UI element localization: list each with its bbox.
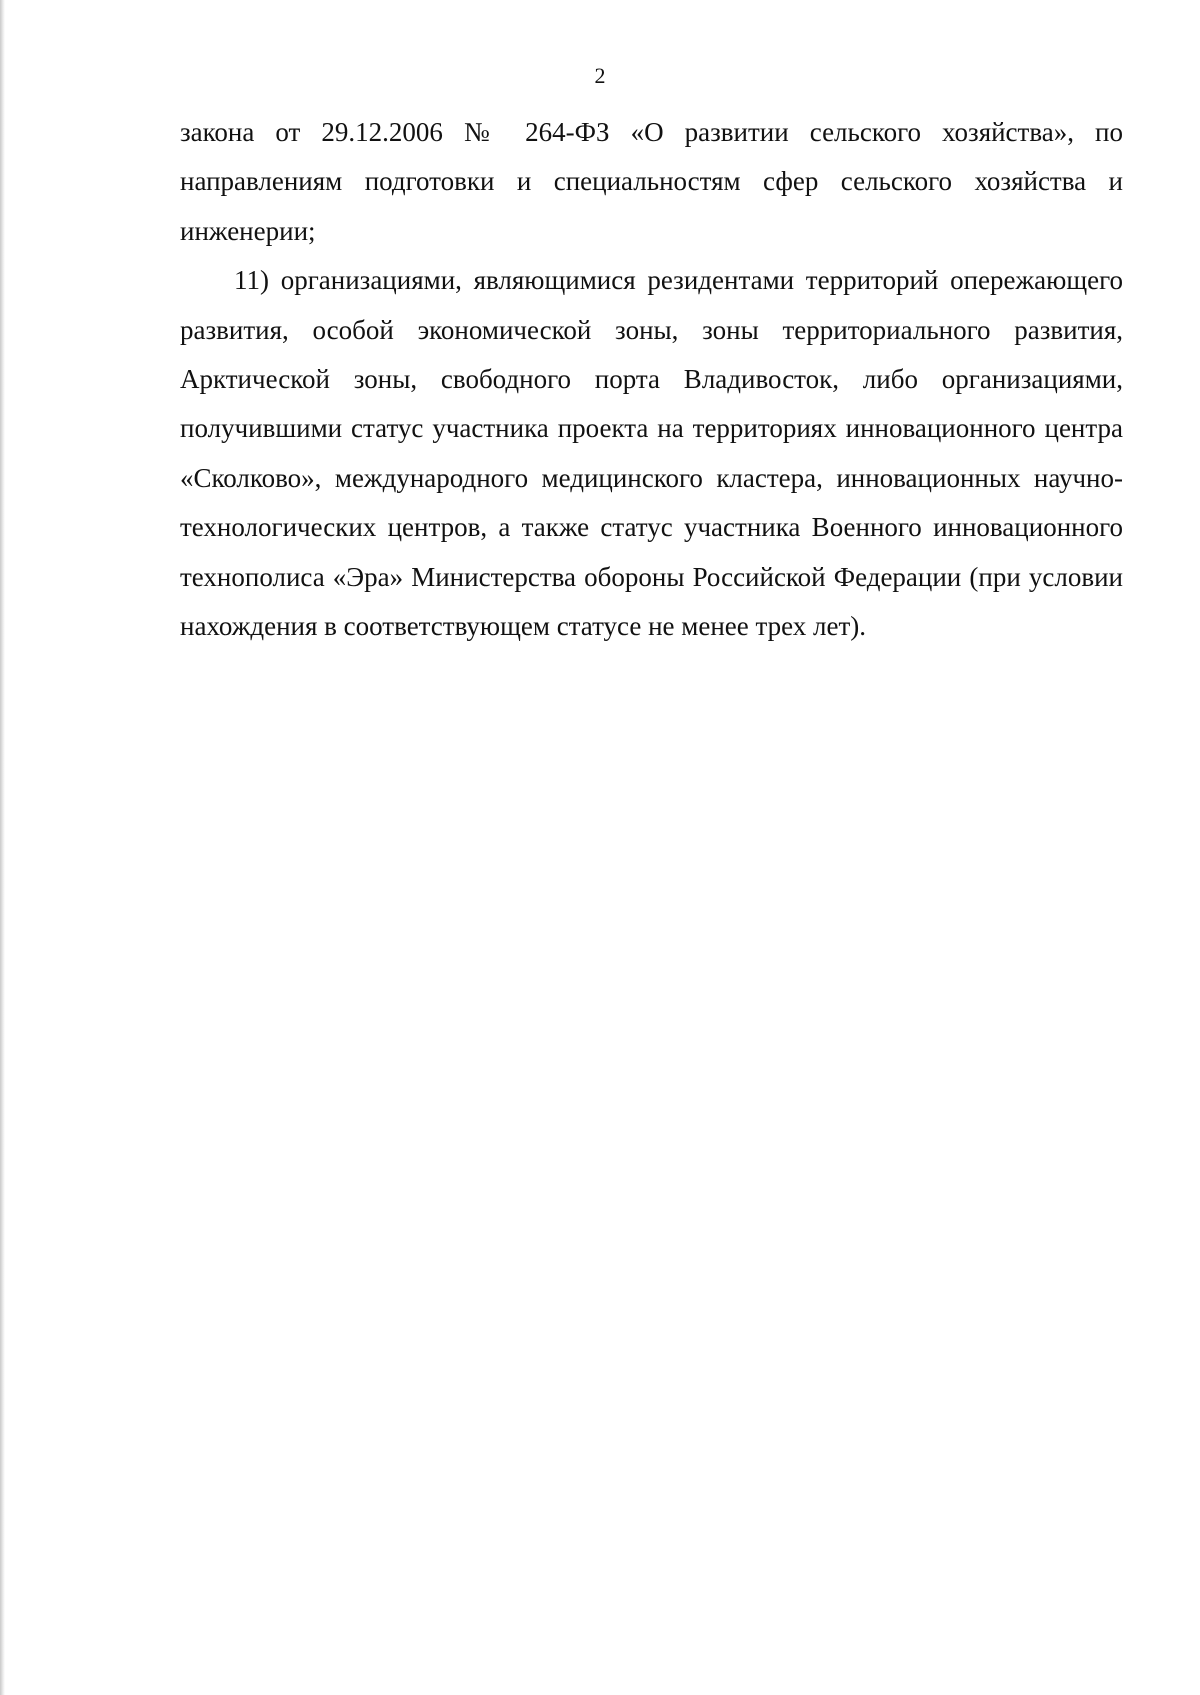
scan-edge-shadow bbox=[0, 0, 5, 1695]
document-body bbox=[180, 108, 1123, 651]
page-number: 2 bbox=[594, 63, 606, 88]
paragraph-continuation: закона от 29.12.2006 № 264-ФЗ «О развитии сельского хозяйства», по направлениям подготовки и специальностям сфер сельского хозяйства и инженерии; bbox=[180, 117, 1123, 246]
paragraph-item-11: 11) организациями, являющимися резидентами территорий опережающего развития, особой экономической зоны, зоны территориального развития, Арктической зоны, свободного порта Владивосток, либо организациями, получившими статус участника проекта на территориях инновационного центра «Сколково», международного медицинского кластера, инновационных научно-технологических центров, а также статус участника Военного инновационного технополиса «Эра» Министерства обороны Российской Федерации (при условии нахождения в соответствующем статусе не менее трех лет). bbox=[180, 265, 1123, 642]
